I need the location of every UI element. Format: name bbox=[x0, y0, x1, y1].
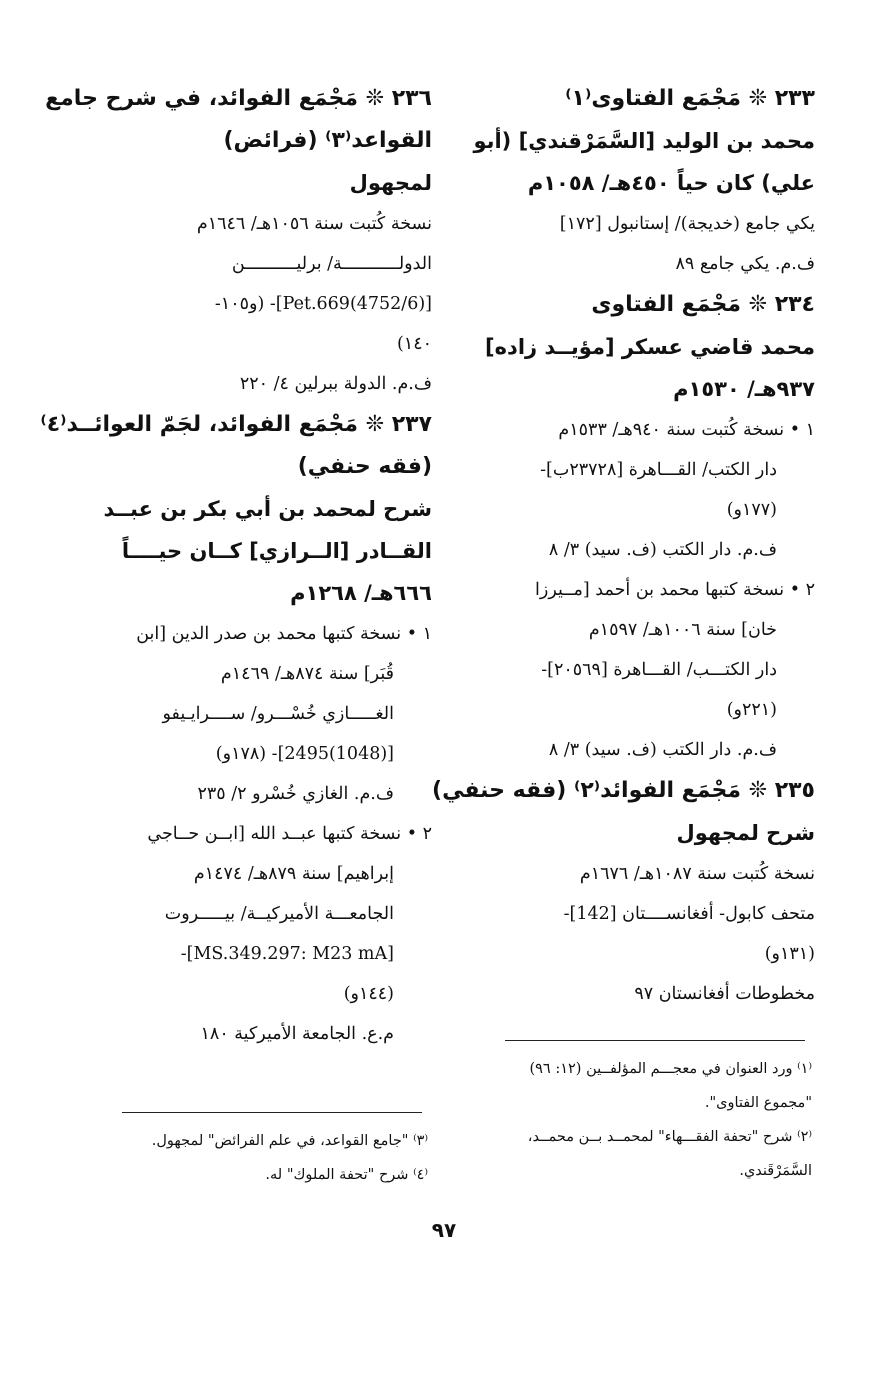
catalog-line: [(1048)2495]- (١٧٨و) bbox=[215, 744, 394, 764]
catalog-line: محمد قاضي عسكر [مؤيــد زاده] bbox=[485, 335, 815, 359]
catalog-line: إبراهيم] سنة ٨٧٩هـ/ ١٤٧٤م bbox=[193, 864, 394, 884]
catalog-line: ٢ • نسخة كتبها عبــد الله [ابــن حــاجي bbox=[147, 824, 432, 844]
catalog-line: الدولـــــــــــة/ برليــــــــــن bbox=[231, 254, 432, 274]
catalog-line: (١٣١و) bbox=[764, 944, 815, 964]
catalog-line: الجامعـــة الأميركيــة/ بيـــــروت bbox=[164, 904, 394, 924]
catalog-line: الغـــــازي خُسْـــرو/ ســــرايـيفو bbox=[162, 704, 394, 724]
catalog-line: القواعد⁽٣⁾ (فرائض) bbox=[223, 128, 432, 153]
catalog-line: (١٧٧و) bbox=[726, 500, 777, 520]
footnotes-left bbox=[100, 1124, 428, 1192]
catalog-line: لمجهول bbox=[349, 171, 432, 195]
footnote-line: ⁽٤⁾ شرح "تحفة الملوك" له. bbox=[265, 1167, 428, 1183]
catalog-line: دار الكتـــب/ القـــاهرة [٢٠٥٦٩]- bbox=[541, 660, 777, 680]
catalog-line: ٢ • نسخة كتبها محمد بن أحمد [مــيرزا bbox=[535, 580, 815, 600]
catalog-line: (فقه حنفي) bbox=[297, 454, 432, 479]
catalog-line: محمد بن الوليد [السَّمَرْقندي] (أبو bbox=[473, 129, 815, 153]
catalog-line: مخطوطات أفغانستان ٩٧ bbox=[634, 984, 815, 1004]
catalog-line: متحف كابول- أفغانســــتان [142]- bbox=[563, 904, 815, 924]
footnote-line: ⁽٢⁾ شرح "تحفة الفقـــهاء" لمحمــد بــن محمــد، bbox=[527, 1129, 812, 1145]
catalog-line: ف.م. دار الكتب (ف. سيد) ٣/ ٨ bbox=[548, 740, 777, 760]
catalog-line: شرح لمحمد بن أبي بكر بن عبــد bbox=[103, 497, 432, 521]
catalog-line: [MS.349.297: M23 mA]- bbox=[180, 944, 394, 964]
catalog-line: ف.م. دار الكتب (ف. سيد) ٣/ ٨ bbox=[548, 540, 777, 560]
catalog-line: خان] سنة ١٠٠٦هـ/ ١٥٩٧م bbox=[588, 620, 777, 640]
footnote-line: ⁽١⁾ ورد العنوان في معجـــم المؤلفــين (١٢: ٩٦) bbox=[529, 1061, 812, 1077]
catalog-line: يكي جامع (خديجة)/ إستانبول [١٧٢] bbox=[559, 214, 815, 234]
right-column bbox=[432, 78, 815, 1014]
catalog-line: ١٤٠) bbox=[396, 334, 432, 354]
catalog-line: ف.م. الدولة ببرلين ٤/ ٢٢٠ bbox=[239, 374, 432, 394]
catalog-line: (١٤٤و) bbox=[343, 984, 394, 1004]
catalog-line: ١ • نسخة كتبها محمد بن صدر الدين [ابن bbox=[136, 624, 432, 644]
catalog-line: ٢٣٧ ❊ مَجْمَع الفوائد، لجَمّ العوائــد⁽٤⁾ bbox=[40, 412, 432, 437]
catalog-line: نسخة كُتبت سنة ١٠٥٦هـ/ ١٦٤٦م bbox=[196, 214, 432, 234]
catalog-line: ف.م. يكي جامع ٨٩ bbox=[675, 254, 815, 274]
catalog-line: دار الكتب/ القـــاهرة [٢٣٧٢٨ب]- bbox=[540, 460, 777, 480]
catalog-line: (٢٢١و) bbox=[726, 700, 777, 720]
catalog-line: ٢٣٥ ❊ مَجْمَع الفوائد⁽٢⁾ (فقه حنفي) bbox=[432, 778, 815, 803]
catalog-line: ٢٣٣ ❊ مَجْمَع الفتاوى⁽١⁾ bbox=[565, 86, 815, 111]
footnote-line: ⁽٣⁾ "جامع القواعد، في علم الفرائض" لمجهول. bbox=[151, 1133, 428, 1149]
catalog-line: علي) كان حياً ٤٥٠هـ/ ١٠٥٨م bbox=[527, 171, 815, 195]
footnote-rule-left bbox=[122, 1112, 422, 1113]
catalog-line: القــادر [الــرازي] كــان حيــــاً bbox=[121, 539, 432, 563]
catalog-line: ٦٦٦هـ/ ١٢٦٨م bbox=[290, 581, 432, 605]
footnote-rule-right bbox=[505, 1040, 805, 1041]
catalog-line: شرح لمجهول bbox=[676, 821, 815, 845]
catalog-line: نسخة كُتبت سنة ١٠٨٧هـ/ ١٦٧٦م bbox=[579, 864, 815, 884]
left-column bbox=[40, 78, 432, 1054]
catalog-line: ٩٣٧هـ/ ١٥٣٠م bbox=[673, 377, 815, 401]
page-number: ٩٧ bbox=[431, 1218, 457, 1242]
catalog-line: ف.م. الغازي خُسْرو ٢/ ٢٣٥ bbox=[197, 784, 394, 804]
footnote-line: "مجموع الفتاوى". bbox=[704, 1095, 812, 1111]
catalog-line: ١ • نسخة كُتبت سنة ٩٤٠هـ/ ١٥٣٣م bbox=[558, 420, 815, 440]
catalog-line: ٢٣٦ ❊ مَجْمَع الفوائد، في شرح جامع bbox=[45, 86, 432, 111]
catalog-line: ٢٣٤ ❊ مَجْمَع الفتاوى bbox=[591, 292, 815, 317]
footnote-line: السَّمَرْقَندي. bbox=[739, 1163, 812, 1179]
catalog-line: قُبَر] سنة ٨٧٤هـ/ ١٤٦٩م bbox=[220, 664, 394, 684]
catalog-line: م.ع. الجامعة الأميركية ١٨٠ bbox=[200, 1024, 394, 1044]
catalog-line: [(4752/6)Pet.669]- (و١٠٥- bbox=[214, 294, 432, 314]
footnotes-right bbox=[450, 1052, 812, 1188]
